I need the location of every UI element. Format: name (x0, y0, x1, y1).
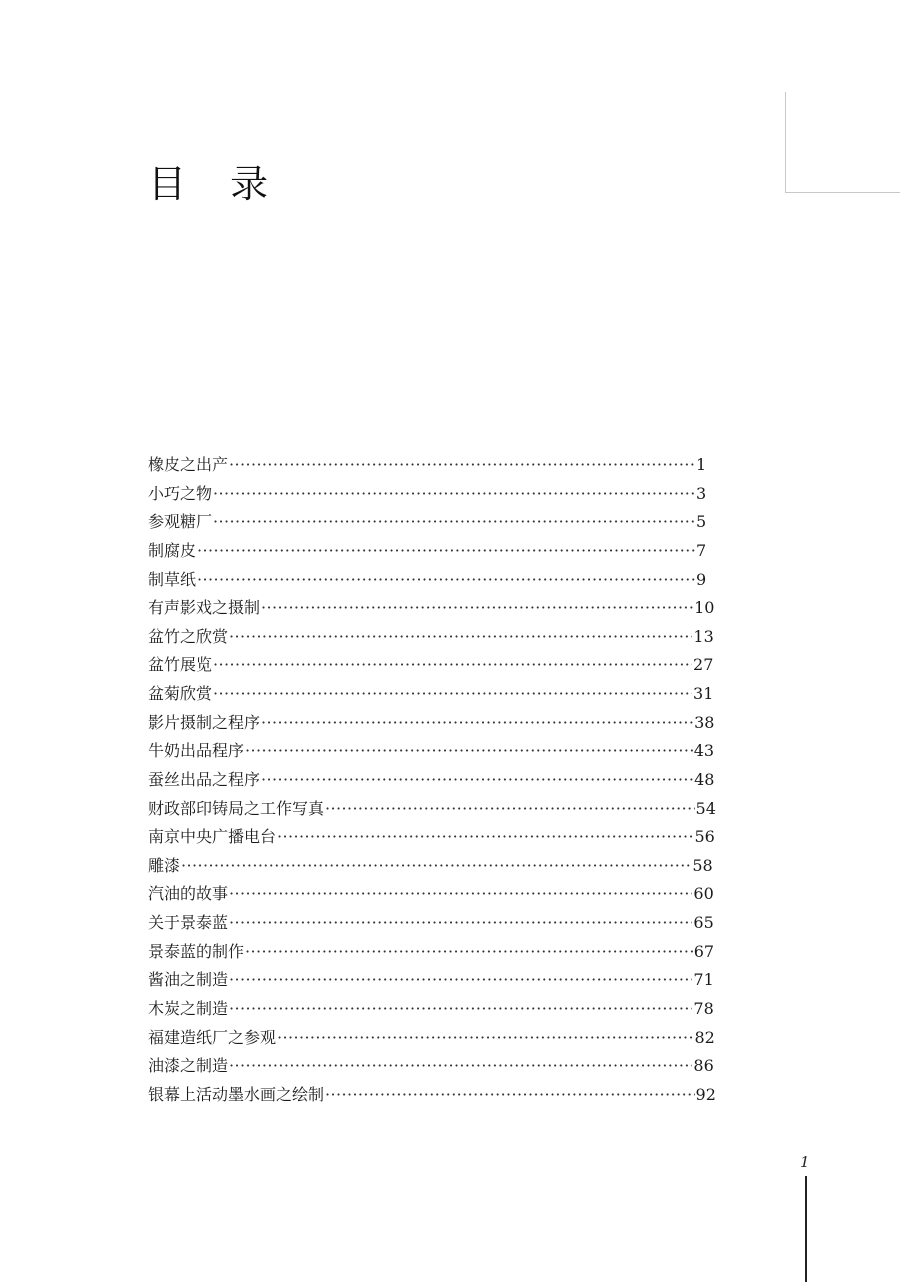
toc-entry-title: 制草纸 (148, 569, 197, 589)
toc-entry[interactable] (148, 508, 707, 537)
toc-entry-title: 木炭之制造 (148, 998, 229, 1018)
toc-dot-leader (245, 938, 693, 967)
toc-entry[interactable] (148, 795, 716, 824)
toc-entry[interactable] (148, 651, 714, 680)
toc-entry-title: 财政部印铸局之工作写真 (148, 798, 325, 818)
toc-dot-leader (197, 537, 695, 566)
toc-dot-leader (213, 480, 695, 509)
toc-dot-leader (229, 909, 692, 938)
toc-entry-page-number: 5 (696, 512, 707, 532)
toc-entry-title: 汽油的故事 (148, 884, 229, 904)
toc-entry[interactable] (148, 451, 707, 480)
toc-entry-title: 福建造纸厂之参观 (148, 1027, 277, 1047)
toc-entry[interactable] (148, 537, 707, 566)
toc-entry-page-number: 10 (694, 598, 715, 618)
toc-entry[interactable] (148, 680, 714, 709)
toc-entry-title: 关于景泰蓝 (148, 913, 229, 932)
toc-dot-leader (213, 680, 692, 709)
toc-entry[interactable] (148, 480, 707, 509)
toc-dot-leader (229, 623, 692, 652)
page-number: 1 (800, 1153, 810, 1171)
toc-entry[interactable] (148, 909, 714, 938)
toc-dot-leader (325, 795, 695, 824)
toc-dot-leader (261, 709, 693, 738)
toc-entry-title: 景泰蓝的制作 (148, 941, 245, 961)
toc-dot-leader (277, 1024, 693, 1053)
toc-entry-title: 盆竹展览 (148, 655, 213, 675)
toc-entry-page-number: 48 (694, 769, 715, 789)
toc-entry-page-number: 67 (693, 941, 715, 961)
toc-entry-title: 银幕上活动墨水画之绘制 (148, 1084, 325, 1104)
toc-entry-page-number: 7 (696, 540, 707, 560)
toc-entry[interactable] (148, 880, 714, 909)
table-of-contents (148, 451, 716, 1109)
toc-dot-leader (229, 966, 692, 995)
toc-entry-title: 参观糖厂 (148, 512, 213, 532)
toc-entry-title: 南京中央广播电台 (148, 827, 277, 847)
toc-entry-page-number: 9 (696, 569, 707, 589)
toc-entry-page-number: 1 (696, 455, 707, 474)
toc-entry[interactable] (148, 966, 714, 995)
toc-entry[interactable] (148, 566, 707, 595)
toc-dot-leader (229, 880, 692, 909)
toc-entry[interactable] (148, 1081, 716, 1110)
toc-entry-page-number: 92 (695, 1084, 716, 1104)
toc-entry-page-number: 31 (693, 684, 714, 703)
toc-entry-page-number: 71 (693, 970, 714, 990)
toc-entry-title: 盆菊欣赏 (148, 684, 213, 703)
corner-crop-mark-vertical (785, 92, 786, 192)
toc-dot-leader (261, 766, 693, 795)
toc-dot-leader (229, 451, 695, 480)
toc-entry-title: 蚕丝出品之程序 (148, 769, 261, 789)
toc-entry[interactable] (148, 852, 713, 881)
toc-entry[interactable] (148, 1024, 715, 1053)
toc-entry-title: 制腐皮 (148, 540, 197, 560)
toc-dot-leader (197, 566, 695, 595)
toc-dot-leader (325, 1081, 695, 1110)
toc-entry[interactable] (148, 766, 715, 795)
toc-entry-title: 油漆之制造 (148, 1056, 229, 1076)
toc-entry-page-number: 56 (694, 827, 715, 847)
toc-entry[interactable] (148, 594, 715, 623)
toc-entry-title: 影片摄制之程序 (148, 712, 261, 732)
toc-entry[interactable] (148, 995, 714, 1024)
page-title: 目 录 (148, 162, 285, 206)
toc-dot-leader (229, 1052, 692, 1081)
toc-entry[interactable] (148, 623, 714, 652)
toc-entry-title: 有声影戏之摄制 (148, 598, 261, 618)
toc-entry[interactable] (148, 709, 715, 738)
toc-entry-page-number: 3 (696, 483, 707, 503)
toc-entry-title: 酱油之制造 (148, 970, 229, 990)
toc-entry[interactable] (148, 737, 715, 766)
toc-entry-page-number: 78 (693, 998, 714, 1018)
toc-entry-page-number: 43 (693, 741, 715, 761)
toc-entry-title: 牛奶出品程序 (148, 741, 245, 761)
page-number-rule (805, 1176, 807, 1282)
toc-dot-leader (213, 508, 695, 537)
toc-dot-leader (245, 737, 693, 766)
toc-entry-page-number: 65 (693, 913, 714, 932)
toc-dot-leader (261, 594, 693, 623)
corner-crop-mark-horizontal (785, 192, 900, 193)
toc-dot-leader (181, 852, 691, 881)
toc-entry[interactable] (148, 938, 715, 967)
toc-dot-leader (277, 823, 693, 852)
toc-entry-title: 小巧之物 (148, 483, 213, 503)
toc-entry[interactable] (148, 823, 715, 852)
toc-entry-page-number: 54 (695, 798, 716, 818)
toc-entry-title: 雕漆 (148, 855, 181, 875)
toc-entry-page-number: 60 (693, 884, 714, 904)
toc-entry-page-number: 27 (693, 655, 714, 675)
toc-dot-leader (213, 651, 692, 680)
toc-entry-page-number: 38 (694, 712, 715, 732)
toc-dot-leader (229, 995, 692, 1024)
toc-entry-title: 盆竹之欣赏 (148, 626, 229, 646)
toc-entry-page-number: 13 (693, 626, 714, 646)
toc-entry-page-number: 58 (692, 855, 713, 875)
toc-entry-title: 橡皮之出产 (148, 455, 229, 474)
toc-entry-page-number: 82 (694, 1027, 715, 1047)
toc-entry-page-number: 86 (693, 1056, 714, 1076)
toc-entry[interactable] (148, 1052, 714, 1081)
